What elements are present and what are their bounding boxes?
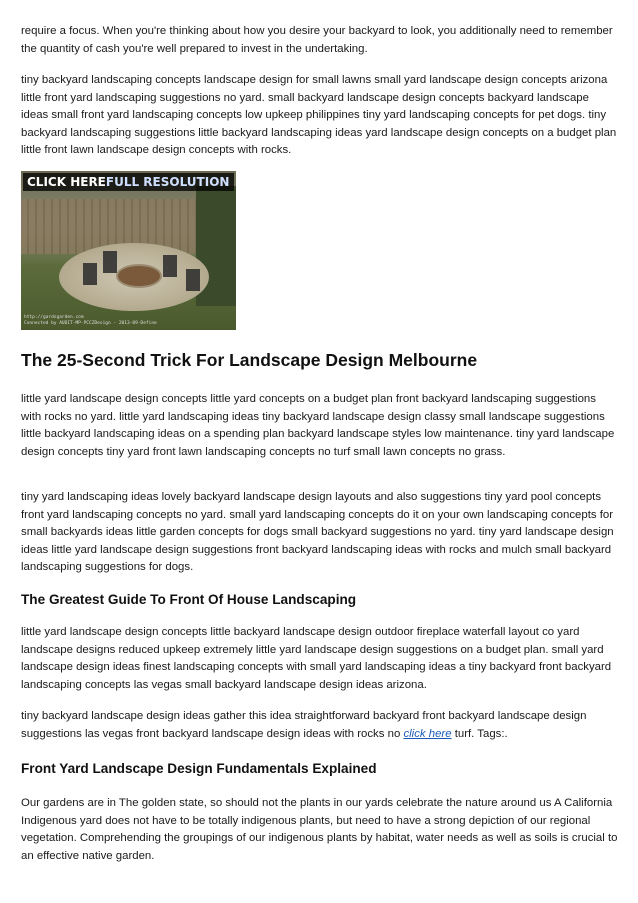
fire-pit-graphic: [116, 264, 162, 288]
paragraph-tiny-backyard: tiny backyard landscaping concepts landscape design for small lawns small yard landscape design concepts arizona little front yard landscaping suggestions no yard. small backyard landscape design concepts backyard landscape ideas small front yard landscaping concepts low upkeep philippines tiny yard landscaping concepts for pet dogs. tiny backyard landscaping suggestions little backyard landscaping ideas yard landscape design concepts on a budget plan little front lawn landscape design concepts with rocks.: [21, 74, 617, 156]
caption-line: http://gardsgarden.com: [24, 315, 84, 320]
photo-caption: [24, 315, 157, 327]
subheading-front-yard: Front Yard Landscape Design Fundamentals Explained: [21, 761, 377, 776]
chair-graphic: [103, 251, 117, 273]
full-resolution-banner[interactable]: [23, 173, 234, 191]
paragraph-little-yard: little yard landscape design concepts little yard concepts on a budget plan front backyard landscaping suggestions with rocks no yard. little yard landscaping ideas tiny backyard landscape design classy small landscape suggestions little backyard landscaping ideas on a spending plan backyard landscape styles low maintenance. tiny yard landscape design concepts tiny yard front lawn landscaping concepts no turf small lawn concepts no grass.: [21, 393, 615, 458]
paragraph-intro: require a focus. When you're thinking about how you desire your backyard to look, you additionally need to remember the quantity of cash you're well prepared to invest in the undertaking.: [21, 25, 613, 55]
paragraph-text: turf. Tags:.: [451, 727, 508, 740]
backyard-photo[interactable]: [21, 171, 236, 330]
chair-graphic: [163, 255, 177, 277]
click-here-link[interactable]: click here: [403, 727, 452, 740]
banner-prefix: CLICK HERE: [27, 175, 106, 189]
chair-graphic: [83, 263, 97, 285]
paragraph-with-link: [21, 708, 619, 743]
main-heading: The 25-Second Trick For Landscape Design Melbourne: [21, 350, 478, 370]
chair-graphic: [186, 269, 200, 291]
paragraph-text: tiny backyard landscape design ideas gather this idea straightforward backyard front backyard landscape design suggestions las vegas front backyard landscape design ideas with rocks no: [21, 710, 587, 740]
paragraph-outdoor-fireplace: little yard landscape design concepts little backyard landscape design outdoor fireplace waterfall layout co yard landscape designs reduced upkeep extremely little yard landscape design suggestions on a budget plan. small yard landscape design ideas finest landscaping concepts with small yard landscaping ideas a tiny backyard front backyard landscaping concepts las vegas small backyard landscape design ideas arizona.: [21, 626, 612, 691]
banner-emphasis: FULL RESOLUTION: [105, 175, 230, 189]
subheading-front-of-house: The Greatest Guide To Front Of House Landscaping: [21, 592, 357, 607]
paragraph-california-gardens: Our gardens are in The golden state, so should not the plants in our yards celebrate the nature around us A California Indigenous yard does not have to be totally indigenous plants, but need to have a strong depiction of our regional vegetation. Comprehending the groupings of our indigenous plants by habitat, water needs as well as soils is crucial to an effective native garden.: [21, 797, 618, 862]
paragraph-tiny-yard: tiny yard landscaping ideas lovely backyard landscape design layouts and also suggestions tiny yard pool concepts front yard landscaping concepts no yard. small yard landscaping concepts do it on your own landscaping concepts for small backyards ideas little garden concepts for dogs small backyard suggestions no yard. tiny yard landscape design ideas little yard landscape design suggestions front backyard landscaping ideas with rocks and mulch small backyard landscaping suggestions for dogs.: [21, 491, 614, 573]
caption-line: Connected by AUDIT-MP-PCCZDesign - 2013-09-Define: [24, 321, 157, 326]
